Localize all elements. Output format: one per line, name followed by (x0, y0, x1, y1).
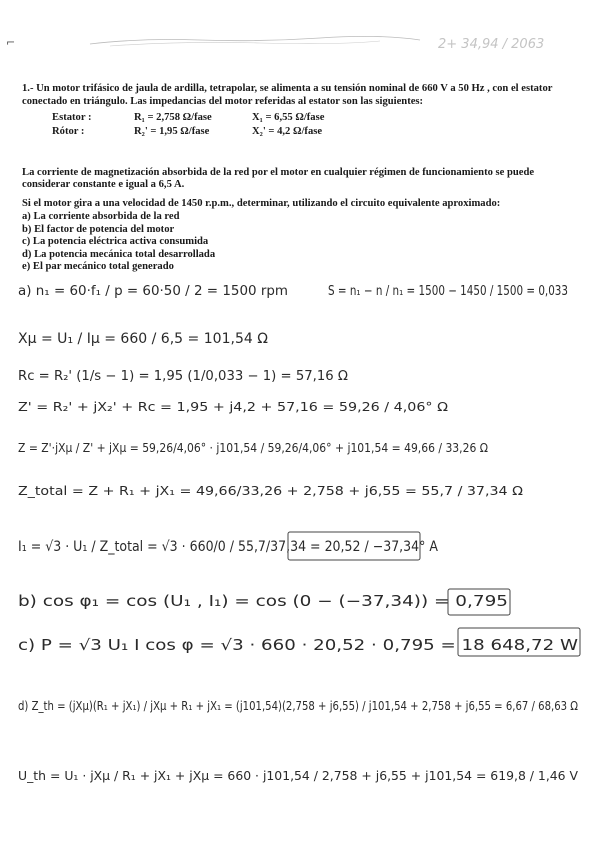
hw-line-current: I₁ = √3 · U₁ / Z_total = √3 · 660/0 / 55,7/37,34 = 20,52 / −37,34° A (18, 539, 439, 555)
header-stamp: 2+ 34,94 / 2063 (438, 37, 545, 52)
hw-line-total-impedance: Z_total = Z + R₁ + jX₁ = 49,66/33,26 + 2,758 + j6,55 = 55,7 / 37,34 Ω (18, 483, 524, 498)
impedance-label: Estator : (52, 111, 92, 123)
hw-line-thevenin-voltage: U_th = U₁ · jXμ / R₁ + jX₁ + jXμ = 660 · j101,54 / 2,758 + j6,55 + j101,54 = 619,8 / 1,46 V (18, 768, 579, 783)
speed-paragraph: Si el motor gira a una velocidad de 1450 r.p.m., determinar, utilizando el circuito equivalente aproximado: (22, 198, 501, 209)
impedance-r: R₁ = 2,758 Ω/fase (134, 111, 212, 123)
problem-intro: 1.- Un motor trifásico de jaula de ardilla, tetrapolar, se alimenta a su tensión nominal de 660 V a 50 Hz , con el estator conectado en triángulo. Las impedancias del motor referidas al estator son las siguientes: (22, 83, 553, 107)
hw-line-parallel-impedance: Z = Z'·jXμ / Z' + jXμ = 59,26/4,06° · j101,54 / 59,26/4,06° + j101,54 = 49,66 / 33,26 Ω (18, 440, 489, 455)
impedance-label: Rótor : (52, 125, 85, 137)
impedance-x: X₂' = 4,2 Ω/fase (252, 125, 323, 137)
hw-line-thevenin-impedance: d) Z_th = (jXμ)(R₁ + jX₁) / jXμ + R₁ + jX₁ = (j101,54)(2,758 + j6,55) / j101,54 + 2,758 + j6,55 = 6,67 / 68,63 Ω (18, 698, 579, 713)
question-item: c) La potencia eléctrica activa consumida (22, 236, 209, 248)
impedance-r: R₂' = 1,95 Ω/fase (134, 125, 210, 137)
question-item: d) La potencia mecánica total desarrollada (22, 248, 216, 260)
hw-line-magnetizing-reactance: Xμ = U₁ / Iμ = 660 / 6,5 = 101,54 Ω (18, 331, 269, 347)
corner-mark: ⌐ (6, 36, 16, 49)
magnetizing-paragraph: La corriente de magnetización absorbida de la red por el motor en cualquier régimen de funcionamiento se puede considerar constante e igual a 6,5 A. (22, 166, 535, 191)
impedance-x: X₁ = 6,55 Ω/fase (252, 111, 325, 123)
hw-line-slip: S = n₁ − n / n₁ = 1500 − 1450 / 1500 = 0,033 (328, 284, 568, 299)
question-item: b) El factor de potencia del motor (22, 223, 175, 235)
hw-line-synchronous-speed: a) n₁ = 60·f₁ / p = 60·50 / 2 = 1500 rpm (18, 284, 288, 299)
question-item: e) El par mecánico total generado (22, 261, 174, 273)
question-item: a) La corriente absorbida de la red (22, 211, 180, 222)
hw-line-active-power: c) P = √3 U₁ I cos φ = √3 · 660 · 20,52 · 0,795 = 18 648,72 W (18, 636, 579, 654)
hw-line-load-resistance: Rc = R₂' (1/s − 1) = 1,95 (1/0,033 − 1) = 57,16 Ω (18, 369, 349, 384)
hw-line-power-factor: b) cos φ₁ = cos (U₁ , I₁) = cos (0 − (−37,34)) = 0,795 (18, 592, 509, 610)
hw-line-rotor-impedance: Z' = R₂' + jX₂' + Rc = 1,95 + j4,2 + 57,16 = 59,26 / 4,06° Ω (18, 399, 449, 414)
